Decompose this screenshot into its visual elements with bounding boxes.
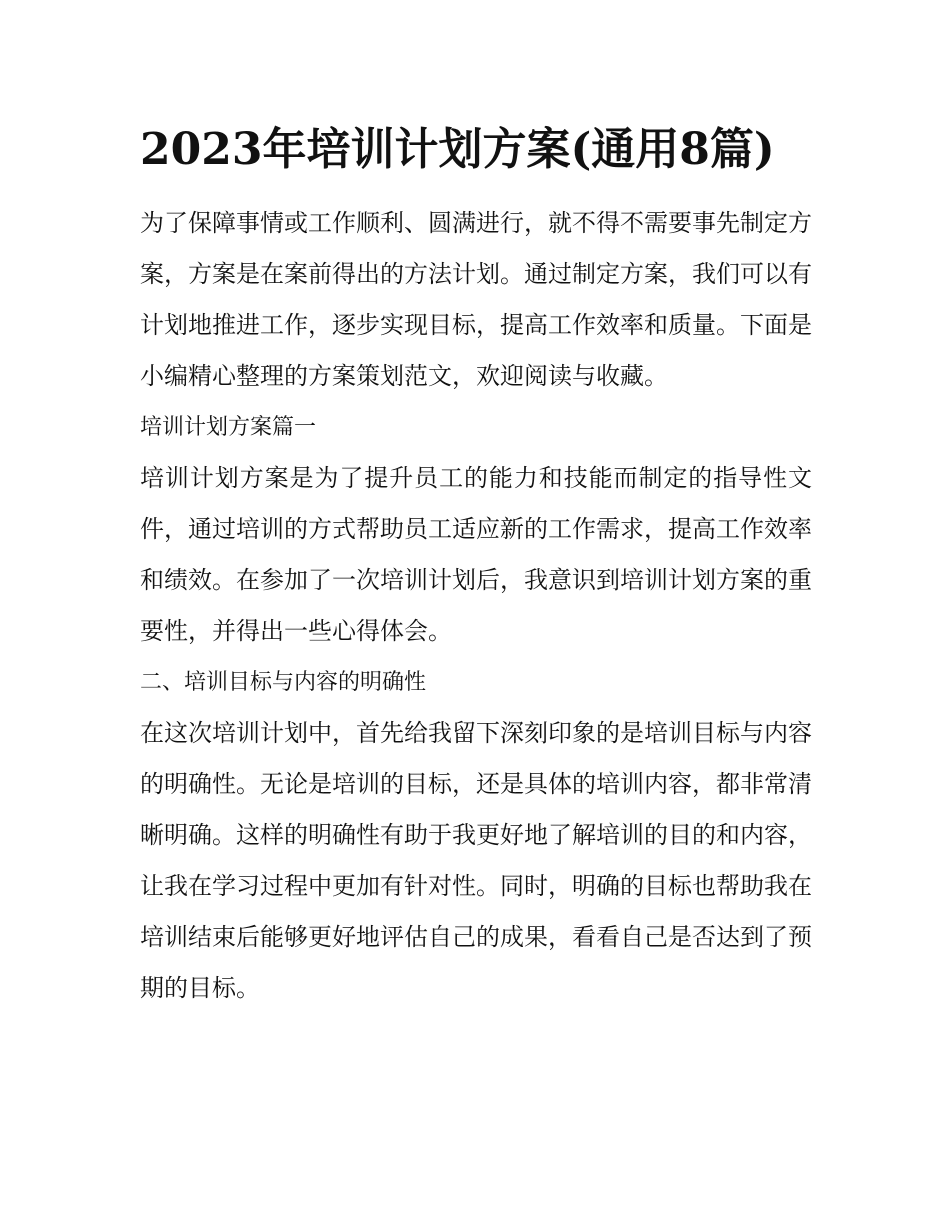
section-heading: 培训计划方案篇一 bbox=[140, 415, 317, 440]
subsection-heading: 二、培训目标与内容的明确性 bbox=[140, 670, 427, 695]
document-body bbox=[140, 112, 812, 1014]
document-title: 2023年培训计划方案(通用8篇) bbox=[140, 124, 775, 175]
subsection-paragraph: 在这次培训计划中，首先给我留下深刻印象的是培训目标与内容的明确性。无论是培训的目标，还是具体的培训内容，都非常清晰明确。这样的明确性有助于我更好地了解培训的目的和内容，让我在学习过程中更加有针对性。同时，明确的目标也帮助我在培训结束后能够更好地评估自己的成果，看看自己是否达到了预期的目标。 bbox=[140, 719, 812, 1002]
intro-paragraph: 为了保障事情或工作顺利、圆满进行，就不得不需要事先制定方案，方案是在案前得出的方法计划。通过制定方案，我们可以有计划地推进工作，逐步实现目标，提高工作效率和质量。下面是小编精心整理的方案策划范文，欢迎阅读与收藏。 bbox=[140, 209, 812, 390]
section-paragraph: 培训计划方案是为了提升员工的能力和技能而制定的指导性文件，通过培训的方式帮助员工适应新的工作需求，提高工作效率和绩效。在参加了一次培训计划后，我意识到培训计划方案的重要性，并得出一些心得体会。 bbox=[140, 464, 812, 645]
